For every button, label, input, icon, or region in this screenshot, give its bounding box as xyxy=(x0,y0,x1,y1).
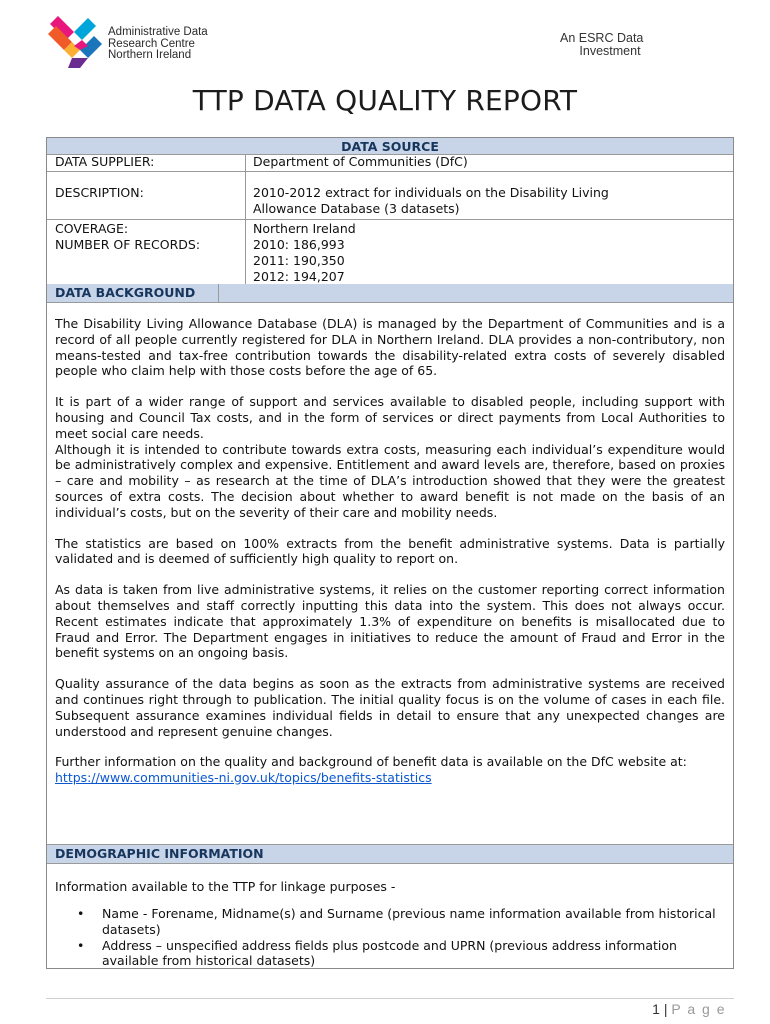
linkage-list xyxy=(55,906,725,969)
bullet-icon: • xyxy=(77,937,85,953)
adrc-logo-icon xyxy=(44,12,106,74)
data-source-heading: DATA SOURCE xyxy=(47,138,733,154)
data-background-heading: DATA BACKGROUND xyxy=(47,284,733,302)
page-number: 1 xyxy=(652,1001,660,1017)
bullet-icon: • xyxy=(77,906,85,921)
divider xyxy=(47,219,733,220)
list-item: • Name - Forename, Midname(s) and Surname (previous name information available from historical datasets) xyxy=(77,906,716,937)
column-divider xyxy=(245,154,246,288)
esrc-tagline: An ESRC Data Investment xyxy=(560,31,644,58)
page-footer xyxy=(600,1001,726,1017)
page-title: TTP DATA QUALITY REPORT xyxy=(192,84,578,117)
divider xyxy=(47,302,733,303)
footer-divider xyxy=(46,998,734,999)
page-label: P a g e xyxy=(671,1001,726,1017)
org-name: Administrative Data Research Centre Northern Ireland xyxy=(108,26,208,61)
list-item: • Address – unspecified address fields plus postcode and UPRN (previous address information available from historical datasets) xyxy=(77,937,677,969)
demographic-intro: Information available to the TTP for linkage purposes - xyxy=(55,879,396,894)
divider xyxy=(218,284,219,302)
divider xyxy=(47,863,733,864)
dfc-benefits-link[interactable]: https://www.communities-ni.gov.uk/topics/benefits-statistics xyxy=(55,770,432,786)
background-body: The Disability Living Allowance Database (DLA) is managed by the Department of Communities and is a record of all people currently registered for DLA in Northern Ireland. DLA provides a non-contributory, non means-tested and tax-free contribution towards the disability-related extra costs of severely disabled people who claim help with those costs before the age of 65. It is part of a wider range of support and services available to disabled people, including support with housing and Council Tax costs, and in the form of services or direct payments from Local Authorities to meet social care needs. Although it is intended to contribute towards extra costs, measuring each individual’s expenditure would be administratively complex and expensive. Entitlement and award levels are, therefore, based on proxies – care and mobility – as research at the time of DLA’s introduction showed that they were the greatest sources of extra costs. The decision about whether to award benefit is not made on the basis of an individual’s costs, but on the severity of their care and mobility needs. The statistics are based on 100% extracts from the benefit administrative systems. Data is partially validated and is deemed of sufficiently high quality to report on. As data is taken from live administrative systems, it relies on the customer reporting correct information about themselves and staff correctly inputting this data into the system. This does not always occur. Recent estimates indicate that approximately 1.3% of expenditure on benefits is misallocated due to Fraud and Error. The Department engages in initiatives to reduce the amount of Fraud and Error in the benefit systems on an ongoing basis. Quality assurance of the data begins as soon as the extracts from administrative systems are received and continues right through to publication. The initial quality focus is on the volume of cases in each file. Subsequent assurance examines individual fields in detail to ensure that any unexpected changes are understood and represent genuine changes. Further information on the quality and background of benefit data is available on the DfC website at: https://www.communities-ni.gov.uk/topics/benefits-statistics xyxy=(55,316,725,786)
divider xyxy=(47,171,733,172)
report-table: DATA SOURCE DATA SUPPLIER: Department of Communities (DfC) DESCRIPTION: 2010-2012 extract for individuals on the Disability Living Allowance Database (3 datasets) COVERAGE: Northern Ireland NUMBER OF RECORDS: 2010: 186,993 2011: 190,350 2012: 194,207 DATA BACKGROUND The Disability Living Allowance Database (DLA) is managed by the Department of Communities and is a record of all people currently registered for DLA in Northern Ireland. DLA provides a non-contributory, non means-tested and tax-free contribution towards the disability-related extra costs of severely disabled people who claim help with those costs before the age of 65. It is part of a wider range of support and services available to disabled people, including support with housing and Council Tax costs, and in the form of services or direct payments from Local Authorities to meet social care needs. Although it is intended to contribute towards extra costs, measuring each individual’s expenditure would be administratively complex and expensive. Entitlement and award levels are, therefore, based on proxies – care and mobility – as research at the time of DLA’s introduction showed that they were the greatest sources of extra costs. The decision about whether to award benefit is not made on the basis of an individual’s costs, but on the severity of their care and mobility needs. The statistics are based on 100% extracts from the benefit administrative systems. Data is partially validated and is deemed of sufficiently high quality to report on. As data is taken from live administrative systems, it relies on the customer reporting correct information about themselves and staff correctly inputting this data into the system. This does not always occur. Recent estimates indicate that approximately 1.3% of expenditure on benefits is misallocated due to Fraud and Error. The Department engages in initiatives to reduce the amount of Fraud and Error in the benefit systems on an ongoing basis. Quality assurance of the data begins as soon as the extracts from administrative systems are received and continues right through to publication. The initial quality focus is on the volume of cases in each file. Subsequent assurance examines individual fields in detail to ensure that any unexpected changes are understood and represent genuine changes. Further information on the quality and background of benefit data is available on the DfC website at: https://www.communities-ni.gov.uk/topics/benefits-statistics DEMOGRAPHIC INFORMATION Information available to the TTP for linkage purposes - • Name - Forename, Midname(s) and Surname (previous name information available from historical datasets) • Address – unspecified address fields plus postcode and UPRN (previous address information available from historical datasets) xyxy=(46,137,734,969)
page-separator: | xyxy=(663,1001,668,1017)
demographic-heading: DEMOGRAPHIC INFORMATION xyxy=(47,845,733,863)
